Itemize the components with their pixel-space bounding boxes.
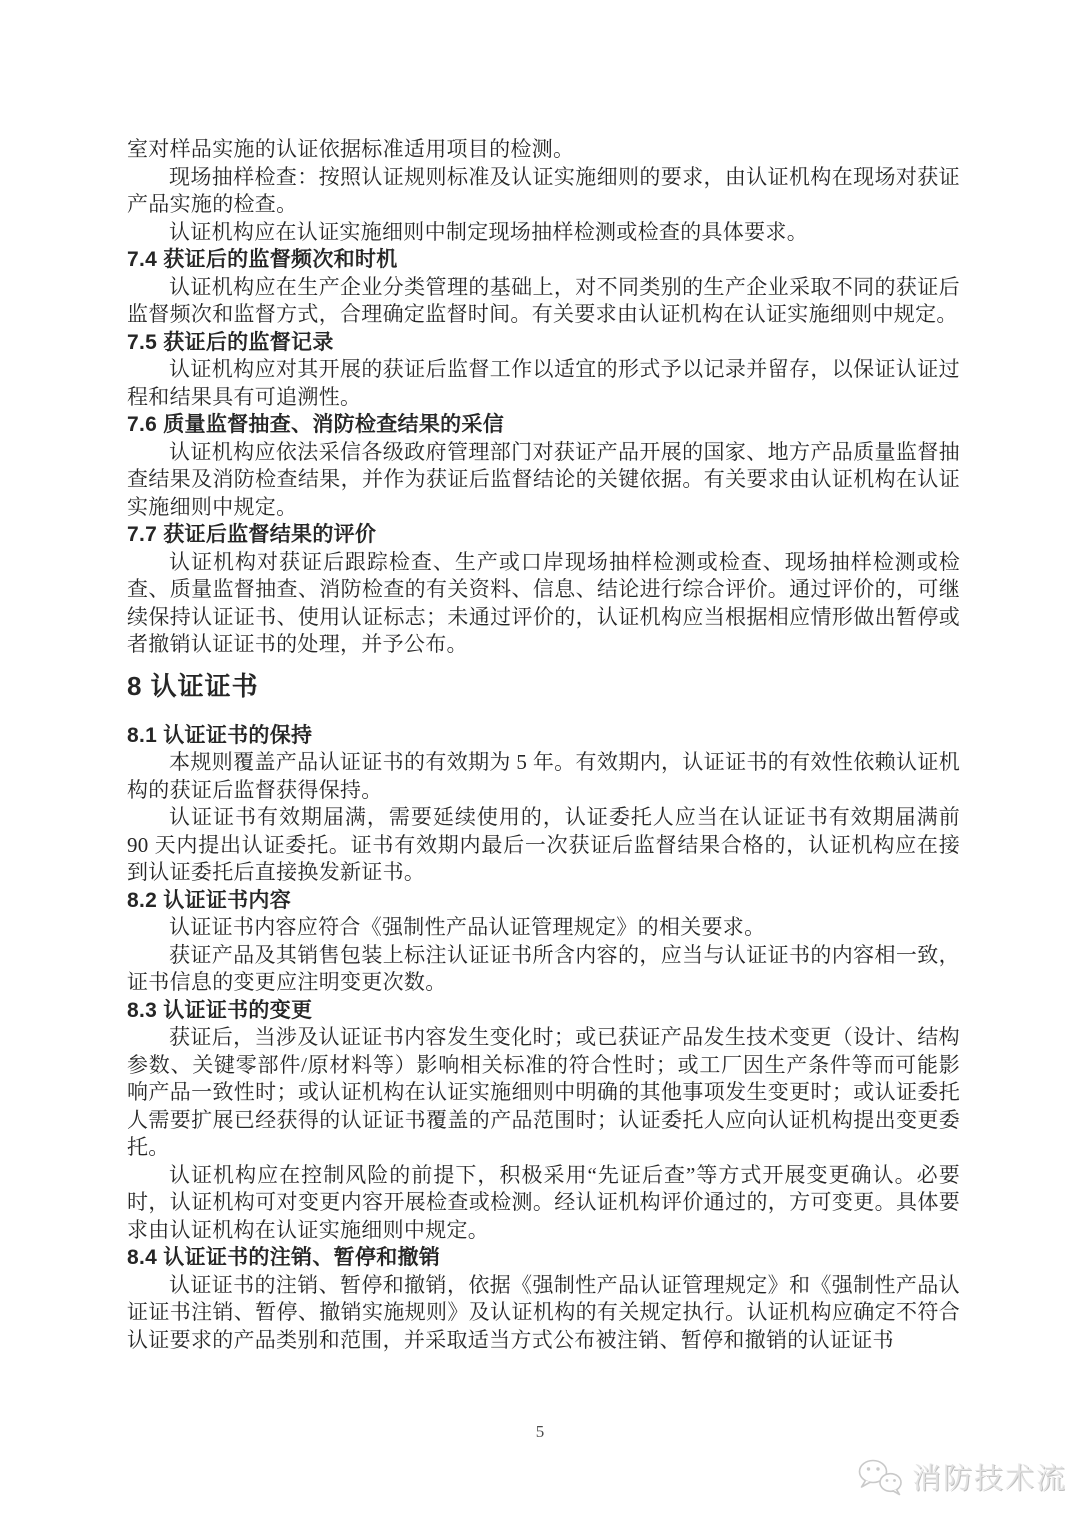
paragraph: 认证机构应在生产企业分类管理的基础上，对不同类别的生产企业采取不同的获证后监督频次和监督方式，合理确定监督时间。有关要求由认证机构在认证实施细则中规定。 (127, 274, 960, 326)
wechat-chat-bubbles-icon (856, 1458, 904, 1496)
paragraph: 认证证书有效期届满，需要延续使用的，认证委托人应当在认证证书有效期届满前 90 天内提出认证委托。证书有效期内最后一次获证后监督结果合格的，认证机构应在接到认证委托后直接换发新证书。 (127, 805, 960, 884)
paragraph: 认证机构应在认证实施细则中制定现场抽样检测或检查的具体要求。 (169, 219, 808, 244)
page-number: 5 (535, 1422, 545, 1441)
section-heading-7-4: 7.4 获证后的监督频次和时机 (127, 248, 398, 271)
chapter-heading-8: 8 认证证书 (127, 670, 259, 701)
section-heading-8-3: 8.3 认证证书的变更 (127, 998, 313, 1022)
paragraph: 认证证书的注销、暂停和撤销，依据《强制性产品认证管理规定》和《强制性产品认证证书注销、暂停、撤销实施规则》及认证机构的有关规定执行。认证机构应确定不符合认证要求的产品类别和范围，并采取适当方式公布被注销、暂停和撤销的认证证书 (127, 1272, 960, 1352)
section-heading-7-5: 7.5 获证后的监督记录 (127, 330, 334, 354)
paragraph: 现场抽样检查：按照认证规则标准及认证实施细则的要求，由认证机构在现场对获证产品实施的检查。 (127, 164, 960, 216)
paragraph: 获证产品及其销售包装上标注认证证书所含内容的，应当与认证证书的内容相一致，证书信息的变更应注明变更次数。 (127, 942, 960, 994)
section-heading-8-1: 8.1 认证证书的保持 (127, 723, 313, 747)
paragraph: 认证证书内容应符合《强制性产品认证管理规定》的相关要求。 (169, 915, 766, 939)
section-heading-8-2: 8.2 认证证书内容 (127, 888, 292, 912)
paragraph: 认证机构应对其开展的获证后监督工作以适宜的形式予以记录并留存，以保证认证过程和结果具有可追溯性。 (127, 357, 960, 409)
paragraph: 本规则覆盖产品认证证书的有效期为 5 年。有效期内，认证证书的有效性依赖认证机构的获证后监督获得保持。 (127, 750, 960, 802)
watermark-label: 消防技术流 (911, 1463, 1067, 1495)
section-heading-8-4: 8.4 认证证书的注销、暂停和撤销 (127, 1246, 441, 1269)
section-heading-7-6: 7.6 质量监督抽查、消防检查结果的采信 (127, 413, 505, 436)
paragraph-continuation: 室对样品实施的认证依据标准适用项目的检测。 (127, 137, 575, 161)
document-body (127, 136, 960, 1354)
paragraph: 认证机构应在控制风险的前提下，积极采用“先证后查”等方式开展变更确认。必要时，认证机构可对变更内容开展检查或检测。经认证机构评价通过的，方可变更。具体要求由认证机构在认证实施细则中规定。 (127, 1162, 960, 1242)
section-heading-7-7: 7.7 获证后监督结果的评价 (127, 523, 377, 546)
paragraph: 认证机构应依法采信各级政府管理部门对获证产品开展的国家、地方产品质量监督抽查结果及消防检查结果，并作为获证后监督结论的关键依据。有关要求由认证机构在认证实施细则中规定。 (127, 439, 960, 519)
watermark (856, 1456, 1067, 1497)
paragraph: 认证机构对获证后跟踪检查、生产或口岸现场抽样检测或检查、现场抽样检测或检查、质量监督抽查、消防检查的有关资料、信息、结论进行综合评价。通过评价的，可继续保持认证证书、使用认证标志；未通过评价的，认证机构应当根据相应情形做出暂停或者撤销认证证书的处理，并予公布。 (127, 549, 960, 656)
paragraph: 获证后，当涉及认证证书内容发生变化时；或已获证产品发生技术变更（设计、结构参数、关键零部件/原材料等）影响相关标准的符合性时；或工厂因生产条件等而可能影响产品一致性时；或认证机构在认证实施细则中明确的其他事项发生变更时；或认证委托人需要扩展已经获得的认证证书覆盖的产品范围时；认证委托人应向认证机构提出变更委托。 (127, 1025, 960, 1159)
